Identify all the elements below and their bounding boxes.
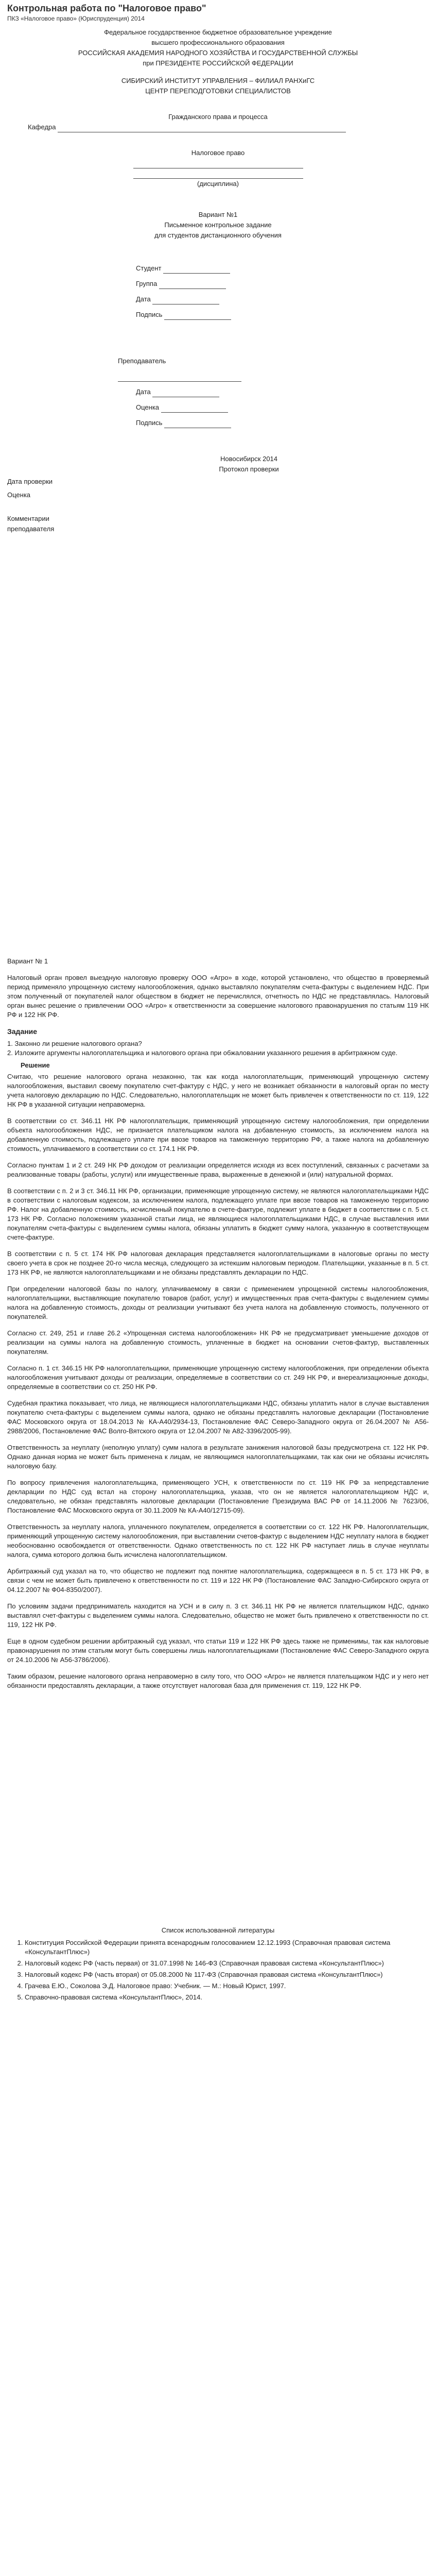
solution-paragraph: По условиям задачи предприниматель находится на УСН и в силу п. 3 ст. 346.11 НК РФ не является плательщиком НДС, однако выставлял счет-фактуры с выделением суммы налога. Следовательно, общество не может быть привлечено к ответственности по ст. 119, 122 НК РФ. xyxy=(7,1602,429,1629)
teacher-grade-field xyxy=(136,402,429,413)
document-title: Контрольная работа по "Налоговое право" xyxy=(7,3,206,13)
discipline-blank xyxy=(133,161,303,168)
document-page xyxy=(0,3,436,2576)
teacher-title-row xyxy=(118,356,429,366)
solution-heading: Решение xyxy=(21,1061,50,1069)
task-item: 2. Изложите аргументы налогоплательщика и налогового органа при обжаловании указанного решения в арбитражном суде. xyxy=(7,1049,398,1057)
org-line: высшего профессионального образования xyxy=(151,39,285,46)
solution-paragraph: Считаю, что решение налогового органа незаконно, так как когда налогоплательщик, применяющий упрощенную систему налогообложения, выставил своему покупателю счет-фактуру с НДС, у него не возникает обязанности в налоговый орган по месту учета налоговую декларацию по НДС. Следовательно, налогоплательщик не может быть привлечен к ответственности по ст. 119, 122 НК РФ в указанной ситуации неправомерна. xyxy=(7,1073,429,1108)
institute-line: СИБИРСКИЙ ИНСТИТУТ УПРАВЛЕНИЯ – ФИЛИАЛ РАНХиГС xyxy=(121,77,315,84)
task-heading: Задание xyxy=(7,1027,38,1036)
empty-space xyxy=(7,534,429,957)
solution-paragraph: При определении налоговой базы по налогу, уплачиваемому в связи с применением упрощенной системы налогообложения, налогоплательщики, выставляющие покупателю товаров (работ, услуг) и имущественных прав счета-фактуры с выделением суммы налога на добавленную стоимость, доходы от реализации учитывают без учета налога на добавленную стоимость, полученного от покупателей. xyxy=(7,1285,429,1320)
solution-paragraph: В соответствии с п. 2 и 3 ст. 346.11 НК РФ, организации, применяющие упрощенную систему, не являются налогоплательщиками НДС в соответствии с налоговым кодексом, за исключением налога, подлежащего уплате при ввозе товаров на таможенную территорию РФ. Налог на добавленную стоимость, исчисленный покупателю в счете-фактуре, подлежит уплате в бюджет в соответствии с п. 5 ст. 173 НК РФ. Согласно положениям указанной статьи лица, не являющиеся налогоплательщиками НДС, в случае выставления ими покупателям счета-фактуры с выделением суммы налога, обязаны уплатить в бюджет сумму налога, указанную в соответствующем счете-фактуре. xyxy=(7,1187,429,1241)
reference-item: 4. Грачева Е.Ю., Соколова Э.Д. Налоговое право: Учебник. — М.: Новый Юрист, 1997. xyxy=(25,1981,429,1991)
signature-field xyxy=(136,310,429,320)
student-field-label: Студент xyxy=(136,264,162,272)
teacher-title: Преподаватель xyxy=(118,357,166,365)
discipline-hint: (дисциплина) xyxy=(197,180,239,188)
teacher-signature-field xyxy=(136,418,429,428)
references-heading: Список использованной литературы xyxy=(161,1926,275,1934)
department-blank xyxy=(58,125,346,132)
solution-paragraph: Ответственность за неуплату (неполную уплату) сумм налога в результате занижения налоговой базы предусмотрена ст. 122 НК РФ. Однако данная норма не может быть применена к лицам, не являющимся налогоплательщиками, так как они не обязаны исчислять налоговую базу. xyxy=(7,1444,429,1470)
student-field xyxy=(136,263,429,274)
org-line: РОССИЙСКАЯ АКАДЕМИЯ НАРОДНОГО ХОЗЯЙСТВА И ГОСУДАРСТВЕННОЙ СЛУЖБЫ xyxy=(78,49,358,57)
date-field xyxy=(136,294,429,304)
discipline-blank-2 xyxy=(133,171,303,179)
solution-paragraph: Согласно ст. 249, 251 и главе 26.2 «Упрощенная система налогообложения» НК РФ не предусматривает уменьшение доходов от реализации на суммы налога на добавленную стоимость, уплаченные в бюджет на основании счетов-фактур, выставленных покупателям. xyxy=(7,1329,429,1355)
institute-line: ЦЕНТР ПЕРЕПОДГОТОВКИ СПЕЦИАЛИСТОВ xyxy=(145,87,291,95)
reference-item: 1. Конституция Российской Федерации принята всенародным голосованием 12.12.1993 (Справочная правовая система «КонсультантПлюс») xyxy=(25,1938,429,1957)
signature-field-label: Подпись xyxy=(136,311,163,318)
org-line: Федеральное государственное бюджетное образовательное учреждение xyxy=(104,28,332,36)
references-list xyxy=(7,1938,429,2002)
review-comments-sub: преподавателя xyxy=(7,525,55,533)
empty-space-2 xyxy=(7,1698,429,1914)
solution-paragraph: Таким образом, решение налогового органа неправомерно в силу того, что ООО «Агро» не является плательщиком НДС и у него нет обязанности предоставлять декларации, а также отсутствует налоговая база для применения ст. 119, 122 НК РФ. xyxy=(7,1672,429,1689)
teacher-block xyxy=(7,356,429,428)
discipline-name: Налоговое право xyxy=(191,149,245,157)
work-audience: для студентов дистанционного обучения xyxy=(154,231,282,239)
reference-item: 5. Справочно-правовая система «КонсультантПлюс», 2014. xyxy=(25,1993,429,2002)
review-comments-label: Комментарии xyxy=(7,515,49,522)
solution-paragraph: В соответствии со ст. 346.11 НК РФ налогоплательщик, применяющий упрощенную систему налогообложения, при определении объекта налогообложения НДС, не признается плательщиком налога на добавленную стоимость, за исключением налога на добавленную стоимость, подлежащего уплате при ввозе товаров на таможенную территорию РФ, а также налога на добавленную стоимость, уплачиваемого в соответствии со ст. 174.1 НК РФ. xyxy=(7,1117,429,1153)
references-section xyxy=(7,1926,429,2002)
document-subtitle: ПКЗ «Налоговое право» (Юриспруденция) 2014 xyxy=(7,15,145,22)
group-field xyxy=(136,279,429,289)
student-block xyxy=(7,263,429,320)
work-type: Письменное контрольное задание xyxy=(164,221,272,229)
case-text: Налоговый орган провел выездную налоговую проверку ООО «Агро» в ходе, которой установлено, что общество в проверяемый период применяло упрощенную систему налогообложения, однако выставляло покупателям счета-фактуры с выделением НДС. При этом полученный от покупателей налог обществом в бюджет не перечислялся, отчетность по НДС не представлялась. Налоговый орган вынес решение о привлечении ООО «Агро» к ответственности за совершение налогового правонарушения по статьям 119 НК РФ и 122 НК РФ. xyxy=(7,974,429,1019)
variant-title: Вариант №1 xyxy=(198,211,238,218)
teacher-date-label: Дата xyxy=(136,388,151,396)
solution-paragraph: Согласно п. 1 ст. 346.15 НК РФ налогоплательщики, применяющие упрощенную систему налогообложения, при определении объекта налогообложения учитывают доходы от реализации, определяемые в соответствии со ст. 249 НК РФ, и внереализационные доходы, определяемые в соответствии со ст. 250 НК РФ. xyxy=(7,1364,429,1391)
teacher-date-field xyxy=(136,387,429,397)
variant-header: Вариант № 1 xyxy=(7,957,48,965)
department-row xyxy=(28,122,429,132)
task-item: 1. Законно ли решение налогового органа? xyxy=(7,1040,142,1047)
solution-paragraph: Ответственность за неуплату налога, уплаченного покупателем, определяется в соответствии со ст. 122 НК РФ. Налогоплательщик, применяющий упрощенную систему налогообложения, при выставлении счетов-фактур с выделением НДС неуплату налога в бюджет необоснованно освобождается от ответственности. Однако ответственность по ст. 122 НК РФ наступает лишь в случае неуплаты налога, сумма которого должна быть исчислена налогоплательщиком. xyxy=(7,1523,429,1558)
date-field-label: Дата xyxy=(136,295,151,303)
teacher-grade-label: Оценка xyxy=(136,403,160,411)
group-field-label: Группа xyxy=(136,280,158,287)
department-name: Гражданского права и процесса xyxy=(168,113,268,121)
review-grade-label: Оценка xyxy=(7,491,31,499)
case-section xyxy=(7,957,429,1690)
department-label: Кафедра xyxy=(28,123,56,131)
title-page xyxy=(7,27,429,474)
solution-body xyxy=(7,1072,429,1690)
teacher-signature-label: Подпись xyxy=(136,419,163,427)
review-protocol-title: Протокол проверки xyxy=(219,465,279,473)
org-line: при ПРЕЗИДЕНТЕ РОССИЙСКОЙ ФЕДЕРАЦИИ xyxy=(143,59,293,67)
solution-paragraph: Согласно пунктам 1 и 2 ст. 249 НК РФ доходом от реализации определяется исходя из всех поступлений, связанных с расчетами за реализованные товары (работы, услуги) или имущественные права, выраженные в денежной и (или) натуральной формах. xyxy=(7,1161,429,1178)
solution-paragraph: Арбитражный суд указал на то, что общество не подлежит под понятие налогоплательщика, содержащееся в п. 5 ст. 173 НК РФ, в связи с чем не может быть привлечено к ответственности по ст. 119 и 122 НК РФ (Постановление ФАС Западно-Сибирского округа от 04.12.2007 № Ф04-8350/2007). xyxy=(7,1567,429,1594)
city-year: Новосибирск 2014 xyxy=(220,455,278,463)
review-date-label: Дата проверки xyxy=(7,478,53,485)
solution-paragraph: В соответствии с п. 5 ст. 174 НК РФ налоговая декларация представляется налогоплательщиками в налоговые органы по месту своего учета в срок не позднее 20-го числа месяца, следующего за истекшим налоговым периодом. Плательщики, указанные в п. 5 ст. 173 НК РФ, не являются налогоплательщиками и не обязаны представлять декларации по НДС. xyxy=(7,1250,429,1276)
review-block xyxy=(7,477,429,534)
solution-paragraph: Судебная практика показывает, что лица, не являющиеся налогоплательщиками НДС, обязаны уплатить налог в случае выставления покупателю счета-фактуры с выделением суммы налога, однако не обязаны представлять налоговые декларации (Постановление ФАС Московского округа от 18.04.2013 № КА-А40/2934-13, Постановление ФАС Северо-Западного округа от 26.04.2007 № А56-2988/2006, Постановление ФАС Волго-Вятского округа от 12.04.2007 № А82-3396/2005-99). xyxy=(7,1399,429,1435)
solution-paragraph: По вопросу привлечения налогоплательщика, применяющего УСН, к ответственности по ст. 119 НК РФ за непредставление декларации по НДС суд встал на сторону налогоплательщика, указав, что он не является налогоплательщиком НДС и, следовательно, не обязан представлять налоговые декларации (Постановление Президиума ВАС РФ от 14.11.2006 № 7623/06, Постановление ФАС Московского округа от 30.11.2009 № КА-А40/12715-09). xyxy=(7,1479,429,1514)
reference-item: 2. Налоговый кодекс РФ (часть первая) от 31.07.1998 № 146-ФЗ (Справочная правовая система «КонсультантПлюс») xyxy=(25,1959,429,1968)
reference-item: 3. Налоговый кодекс РФ (часть вторая) от 05.08.2000 № 117-ФЗ (Справочная правовая система «КонсультантПлюс») xyxy=(25,1970,429,1979)
solution-paragraph: Еще в одном судебном решении арбитражный суд указал, что статьи 119 и 122 НК РФ здесь также не применимы, так как налоговые правонарушения по этим статьям могут быть совершены лишь налогоплательщиками (Постановление ФАС Северо-Западного округа от 24.10.2006 № А56-3786/2006). xyxy=(7,1637,429,1664)
